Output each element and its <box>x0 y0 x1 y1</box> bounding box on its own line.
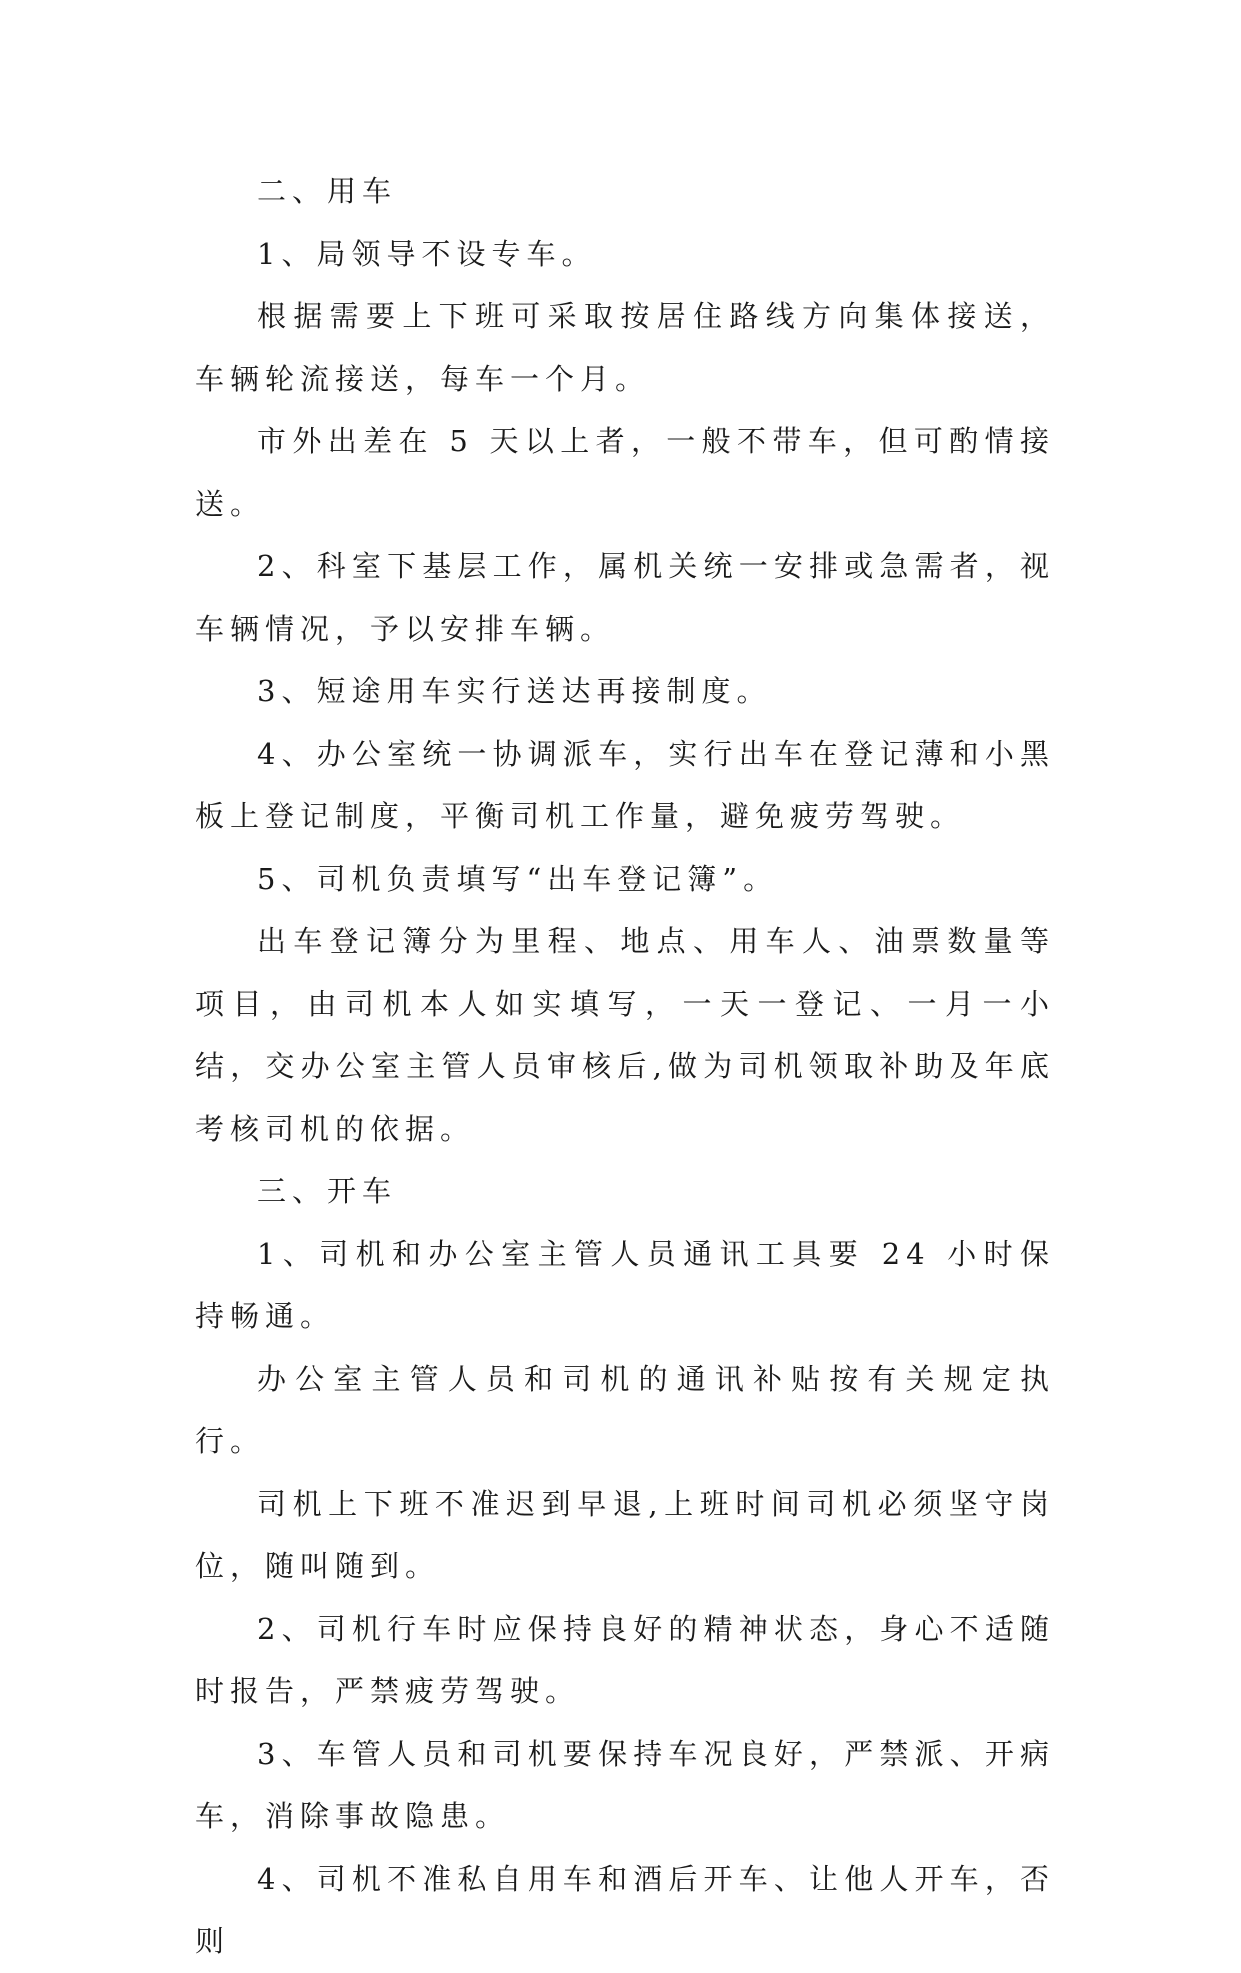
paragraph-item-4: 4、办公室统一协调派车，实行出车在登记薄和小黑板上登记制度，平衡司机工作量，避免疲劳驾驶。 <box>195 736 1055 833</box>
section-heading-vehicle-use: 二、用车 <box>257 174 398 208</box>
paragraph-business-trip: 市外出差在 5 天以上者，一般不带车，但可酌情接送。 <box>195 424 1055 521</box>
paragraph-commute-shuttle: 根据需要上下班可采取按居住路线方向集体接送，车辆轮流接送，每车一个月。 <box>195 299 1055 396</box>
paragraph-logbook-details: 出车登记簿分为里程、地点、用车人、油票数量等项目，由司机本人如实填写，一天一登记、一月一小结，交办公室主管人员审核后,做为司机领取补助及年底考核司机的依据。 <box>195 924 1055 1146</box>
document-body <box>195 160 1055 1973</box>
paragraph-driving-item-2: 2、司机行车时应保持良好的精神状态，身心不适随时报告，严禁疲劳驾驶。 <box>195 1611 1055 1708</box>
paragraph-item-3: 3、短途用车实行送达再接制度。 <box>257 674 772 708</box>
paragraph-driving-item-3: 3、车管人员和司机要保持车况良好，严禁派、开病车，消除事故隐患。 <box>195 1736 1055 1833</box>
paragraph-driving-item-4: 4、司机不准私自用车和酒后开车、让他人开车，否则 <box>195 1861 1055 1958</box>
paragraph-driving-item-1: 1、司机和办公室主管人员通讯工具要 24 小时保持畅通。 <box>195 1236 1055 1333</box>
paragraph-attendance: 司机上下班不准迟到早退,上班时间司机必须坚守岗位，随叫随到。 <box>195 1486 1055 1583</box>
section-heading-driving: 三、开车 <box>257 1174 398 1208</box>
paragraph-item-5: 5、司机负责填写“出车登记簿”。 <box>257 861 779 896</box>
paragraph-item-1: 1、局领导不设专车。 <box>257 236 597 271</box>
paragraph-communication-allowance: 办公室主管人员和司机的通讯补贴按有关规定执行。 <box>195 1361 1055 1458</box>
paragraph-item-2: 2、科室下基层工作，属机关统一安排或急需者，视车辆情况，予以安排车辆。 <box>195 549 1055 646</box>
